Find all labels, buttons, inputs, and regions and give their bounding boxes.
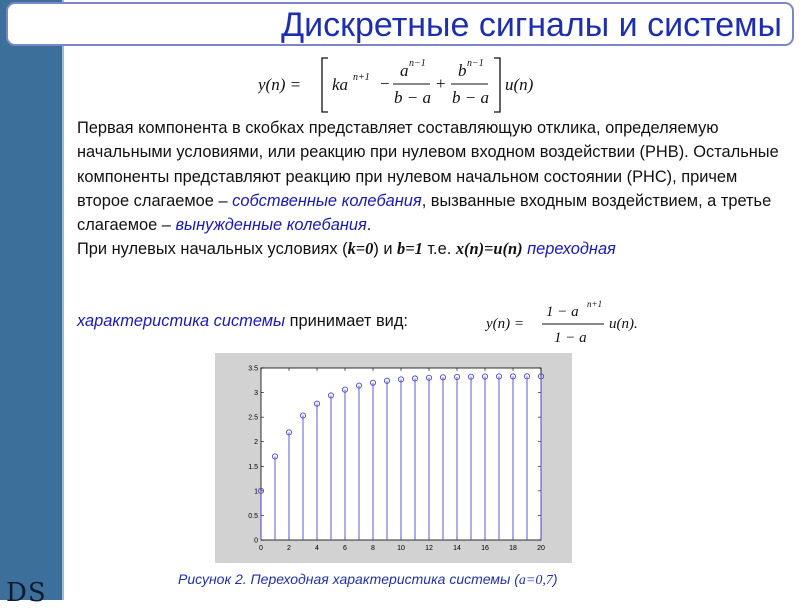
emphasis-forced-oscillations: вынужденные колебания <box>175 216 367 235</box>
zero-conditions-line <box>77 237 787 261</box>
formula-frac2-den: b − a <box>452 88 489 107</box>
formula-lhs: y(n) = <box>258 75 302 94</box>
emphasis-step-response-2: характеристика системы <box>77 312 286 330</box>
step-response-line <box>77 312 408 331</box>
formula-frac2-num-sup: n−1 <box>467 58 484 69</box>
small-formula-rhs: u(n). <box>609 316 638 332</box>
page-title: Дискретные сигналы и системы <box>281 6 782 44</box>
x-tick-label: 10 <box>397 545 405 552</box>
sidebar-stripe <box>62 0 64 600</box>
formula-plus: + <box>436 74 446 93</box>
paragraph-part1: Первая компонента в скобках представляет составляющую отклика, определяемую начальными условиями, или реакцию при нулевом входном воздействии (РНВ). Остальные компоненты представляют реакцию при нулевом начальном состоянии (РНС), причем второе слагаемое – <box>77 119 779 210</box>
x-tick-label: 18 <box>509 545 517 552</box>
paragraph-part2: , вызванные входным воздействием, а третье слагаемое – <box>77 191 772 235</box>
formula-rhs: u(n) <box>505 75 534 94</box>
title-box <box>6 2 794 46</box>
emphasis-step-response-1: переходная <box>527 240 616 259</box>
y-tick-label: 3.5 <box>248 365 258 373</box>
y-tick-label: 2 <box>254 439 258 447</box>
x-tick-label: 8 <box>371 545 375 552</box>
x-tick-label: 4 <box>315 545 319 552</box>
small-formula-lhs: y(n) = <box>486 316 525 332</box>
line2-mid: ) и <box>373 240 398 259</box>
figure-caption <box>178 571 558 589</box>
b-one: b=1 <box>397 239 423 259</box>
y-tick-label: 3 <box>254 390 258 398</box>
x-tick-label: 14 <box>453 545 461 552</box>
x-tick-label: 12 <box>425 545 433 552</box>
formula-frac1-num: a <box>400 61 409 80</box>
small-formula-den: 1 − a <box>554 330 587 346</box>
x-tick-label: 6 <box>343 545 347 552</box>
caption-text: Рисунок 2. Переходная характеристика системы ( <box>178 571 519 587</box>
x-tick-label: 16 <box>481 545 489 552</box>
main-formula <box>258 52 558 116</box>
y-tick-label: 1.5 <box>248 463 258 471</box>
step-response-plot <box>215 353 572 563</box>
line2-prefix: При нулевых начальных условиях ( <box>77 240 348 259</box>
step-response-formula <box>482 298 662 350</box>
small-formula-num: 1 − a <box>546 304 579 320</box>
x-tick-label: 20 <box>537 545 545 552</box>
y-tick-label: 0.5 <box>248 512 258 520</box>
emphasis-natural-oscillations: собственные колебания <box>232 191 422 210</box>
x-tick-label: 2 <box>287 545 291 552</box>
caption-close: ) <box>552 571 558 587</box>
line3-rest: принимает вид: <box>285 312 408 330</box>
stem-chart <box>215 353 572 563</box>
formula-right-bracket <box>494 58 500 112</box>
x-equals-u: x(n)=u(n) <box>455 239 523 259</box>
ds-logo: DS <box>6 578 47 608</box>
x-tick-label: 0 <box>259 545 263 552</box>
paragraph-part3: . <box>366 216 372 235</box>
formula-term1-sup: n+1 <box>353 72 370 83</box>
formula-minus: − <box>380 74 390 93</box>
formula-frac1-num-sup: n−1 <box>409 58 426 69</box>
y-tick-label: 2.5 <box>248 414 258 422</box>
body-text <box>77 116 787 262</box>
formula-left-bracket <box>322 58 328 112</box>
formula-frac1-den: b − a <box>394 88 431 107</box>
sidebar-band <box>0 0 63 608</box>
paragraph <box>77 116 787 237</box>
caption-param: a=0,7 <box>518 573 553 588</box>
k-zero: k=0 <box>347 239 374 259</box>
formula-frac2-num: b <box>458 61 467 80</box>
line2-te: т.е. <box>422 240 456 259</box>
y-tick-label: 1 <box>254 488 258 496</box>
y-tick-label: 0 <box>254 537 258 545</box>
small-formula-num-sup: n+1 <box>587 299 603 309</box>
formula-term1: ka <box>332 75 349 94</box>
